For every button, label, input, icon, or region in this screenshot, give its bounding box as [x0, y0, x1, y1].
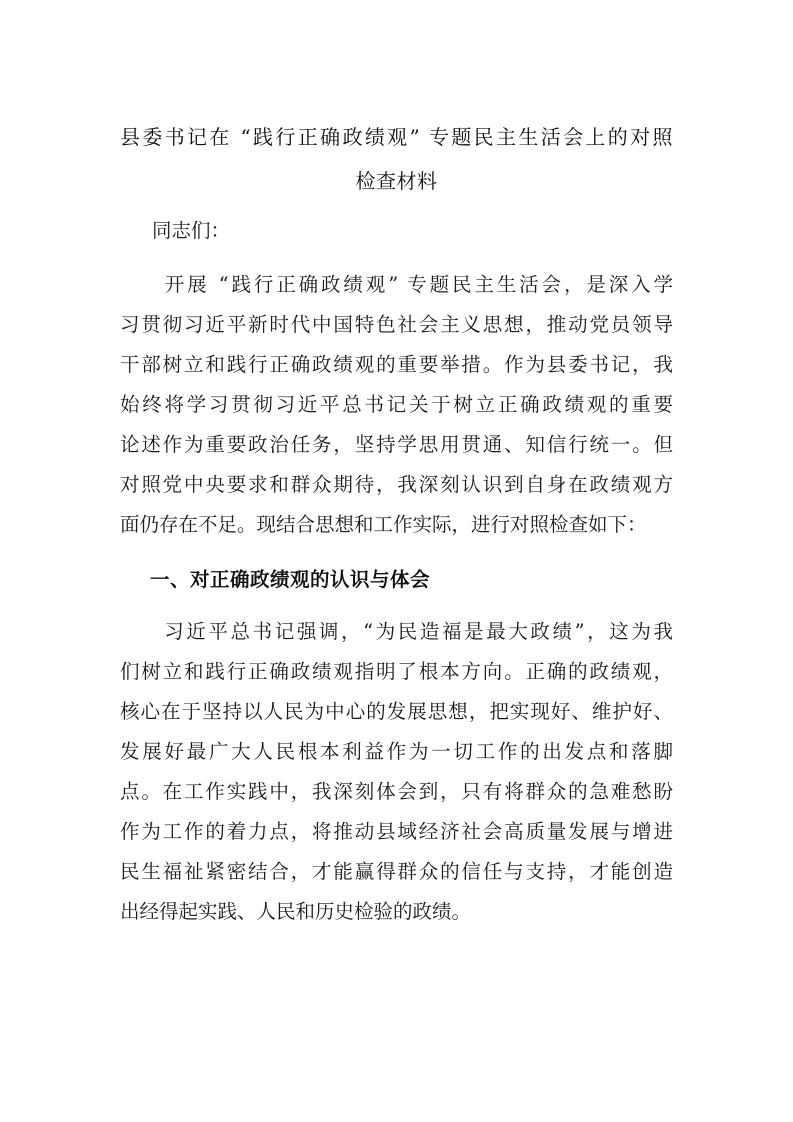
paragraph-line: 作为工作的着力点，将推动县域经济社会高质量发展与增进 — [120, 820, 673, 843]
paragraph-line: 出经得起实践、人民和历史检验的政绩。 — [120, 900, 472, 923]
paragraph-intro — [120, 265, 673, 545]
paragraph-line: 对照党中央要求和群众期待，我深刻认识到自身在政绩观方 — [120, 473, 673, 496]
paragraph-line: 核心在于坚持以人民为中心的发展思想，把实现好、维护好、 — [120, 700, 673, 723]
paragraph-understanding — [120, 612, 673, 932]
paragraph-line: 习贯彻习近平新时代中国特色社会主义思想，推动党员领导 — [120, 313, 673, 336]
greeting: 同志们： — [152, 219, 231, 242]
section-heading: 一、对正确政绩观的认识与体会 — [150, 568, 431, 591]
paragraph-line: 们树立和践行正确政绩观指明了根本方向。正确的政绩观， — [120, 660, 673, 683]
paragraph-line: 发展好最广大人民根本利益作为一切工作的出发点和落脚 — [120, 740, 673, 763]
paragraph-line: 论述作为重要政治任务，坚持学思用贯通、知信行统一。但 — [120, 433, 673, 456]
paragraph-line: 始终将学习贯彻习近平总书记关于树立正确政绩观的重要 — [120, 393, 673, 416]
paragraph-line: 习近平总书记强调，“为民造福是最大政绩”，这为我 — [120, 620, 673, 643]
document-title — [120, 115, 673, 203]
paragraph-line: 开展 “践行正确政绩观” 专题民主生活会，是深入学 — [120, 273, 673, 296]
title-line-2: 检查材料 — [355, 169, 438, 193]
paragraph-line: 面仍存在不足。现结合思想和工作实际，进行对照检查如下： — [120, 513, 647, 536]
paragraph-line: 干部树立和践行正确政绩观的重要举措。作为县委书记，我 — [120, 353, 673, 376]
title-line-1: 县委书记在 “践行正确政绩观” 专题民主生活会上的对照 — [120, 125, 673, 149]
paragraph-line: 点。在工作实践中，我深刻体会到，只有将群众的急难愁盼 — [120, 780, 673, 803]
paragraph-line: 民生福祉紧密结合，才能赢得群众的信任与支持，才能创造 — [120, 860, 673, 883]
